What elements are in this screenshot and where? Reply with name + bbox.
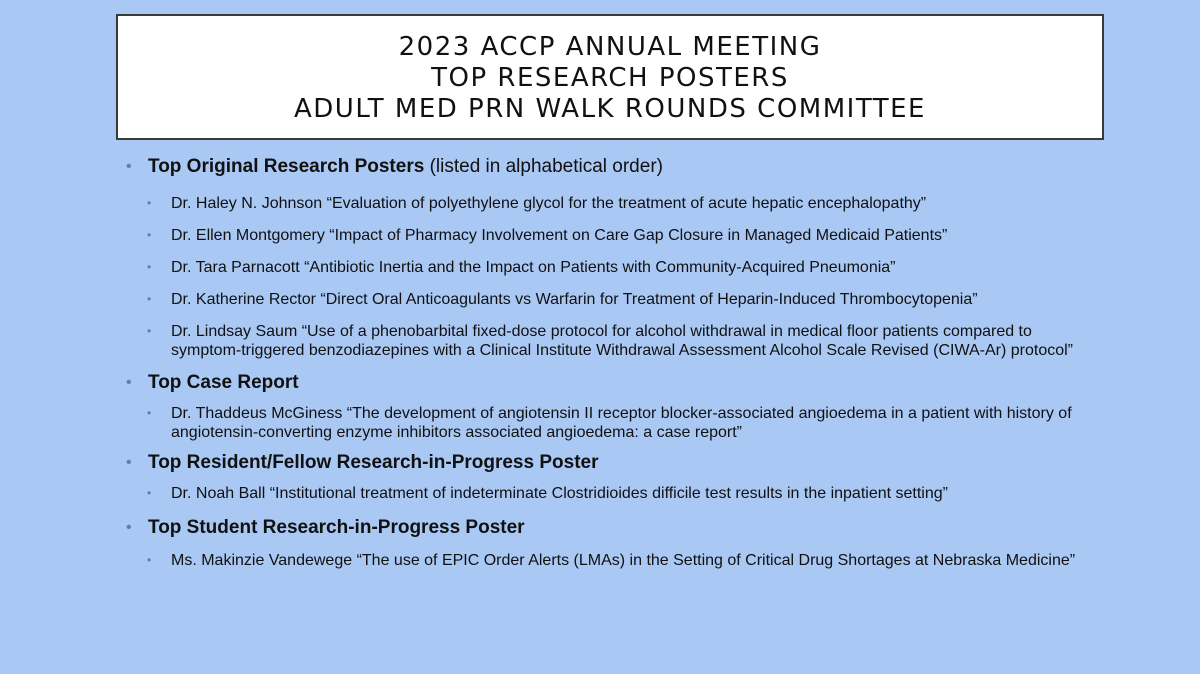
bullet-icon: • [147,196,152,210]
bullet-icon: • [147,486,152,500]
list-item: • Dr. Ellen Montgomery “Impact of Pharmacy Involvement on Care Gap Closure in Managed Medicaid Patients” [147,227,948,244]
list-item: • Dr. Thaddeus McGiness “The development of angiotensin II receptor blocker-associated angioedema in a patient with history of angiotensin-converting enzyme inhibitors associated angioedema: a case report” [147,405,1072,441]
bullet-icon: • [147,228,152,242]
list-item: • Dr. Katherine Rector “Direct Oral Anticoagulants vs Warfarin for Treatment of Heparin-Induced Thrombocytopenia” [147,291,978,308]
title-line-1: 2023 ACCP ANNUAL MEETING [398,32,822,62]
section-heading: • Top Original Research Posters (listed in alphabetical order) [124,154,1104,180]
bullet-icon: • [147,553,152,567]
section-heading: • Top Case Report [124,370,1104,396]
bullet-icon: • [126,158,132,175]
bullet-icon: • [126,454,132,471]
title-box [116,14,1104,140]
list-item: • Dr. Tara Parnacott “Antibiotic Inertia and the Impact on Patients with Community-Acquired Pneumonia” [147,259,896,276]
list-item: • Dr. Lindsay Saum “Use of a phenobarbital fixed-dose protocol for alcohol withdrawal in medical floor patients compared to symptom-triggered benzodiazepines with a Clinical Institute Withdrawal Assessment Alcohol Scale Revised (CIWA-Ar) protocol” [147,323,1073,359]
bullet-icon: • [147,406,152,420]
list-item: • Ms. Makinzie Vandewege “The use of EPIC Order Alerts (LMAs) in the Setting of Critical Drug Shortages at Nebraska Medicine” [147,552,1076,569]
list-item: • Dr. Noah Ball “Institutional treatment of indeterminate Clostridioides difficile test results in the inpatient setting” [147,485,948,502]
bullet-icon: • [147,324,152,338]
title-line-2: TOP RESEARCH POSTERS [431,63,789,93]
bullet-icon: • [126,519,132,536]
bullet-icon: • [147,260,152,274]
title-line-3: ADULT MED PRN WALK ROUNDS COMMITTEE [294,94,926,124]
bullet-icon: • [147,292,152,306]
section-heading: • Top Resident/Fellow Research-in-Progress Poster [124,450,1104,476]
list-item: • Dr. Haley N. Johnson “Evaluation of polyethylene glycol for the treatment of acute hepatic encephalopathy” [147,195,927,212]
section-heading: • Top Student Research-in-Progress Poster [124,515,1104,541]
poster-list [124,154,1104,570]
bullet-icon: • [126,374,132,391]
